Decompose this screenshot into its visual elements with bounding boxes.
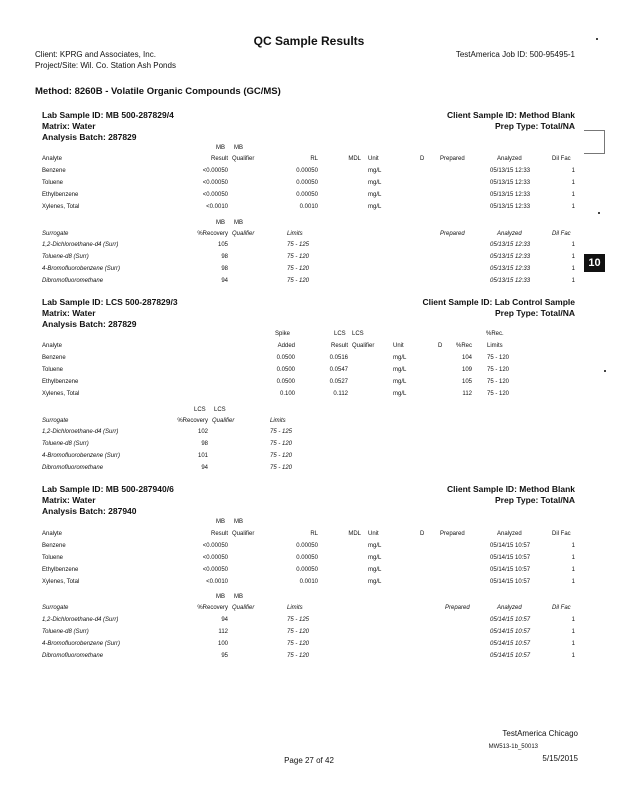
analyzed-value: 05/14/15 10:57 <box>490 579 531 585</box>
col-header: Dil Fac <box>552 531 571 537</box>
rl-value: 0.00050 <box>296 567 318 573</box>
col-header: Qualifier <box>232 231 255 237</box>
col-header: Surrogate <box>42 231 69 237</box>
surrogate-name: Toluene-d8 (Surr) <box>42 629 89 635</box>
recovery-value: 98 <box>201 441 208 447</box>
col-header: Limits <box>270 418 286 424</box>
dil-fac-value: 1 <box>571 254 575 260</box>
col-header: Limits <box>287 231 303 237</box>
analysis-batch: Analysis Batch: 287829 <box>42 319 137 329</box>
col-header: Surrogate <box>42 418 69 424</box>
dil-fac-value: 1 <box>571 617 575 623</box>
surrogate-name: 4-Bromofluorobenzene (Surr) <box>42 453 121 459</box>
surrogate-name: 1,2-Dichloroethane-d4 (Surr) <box>42 617 119 623</box>
col-header: Added <box>277 343 295 349</box>
analyzed-value: 05/13/15 12:33 <box>490 254 531 260</box>
dil-fac-value: 1 <box>571 242 575 248</box>
limits-value: 75 - 120 <box>487 355 510 361</box>
analyte-name: Ethylbenzene <box>42 192 79 198</box>
col-header: RL <box>310 531 318 537</box>
analyte-name: Benzene <box>42 543 66 549</box>
result-value: <0.00050 <box>202 543 228 549</box>
limits-value: 75 - 120 <box>287 266 310 272</box>
unit-value: mg/L <box>393 367 407 373</box>
col-header: Analyzed <box>497 231 522 237</box>
col-header: D <box>420 156 425 162</box>
unit-value: mg/L <box>368 204 382 210</box>
dil-fac-value: 1 <box>571 543 575 549</box>
analyzed-value: 05/14/15 10:57 <box>490 641 531 647</box>
col-header: %Recovery <box>197 605 228 611</box>
col-header: Analyte <box>42 343 63 349</box>
dil-fac-value: 1 <box>571 579 575 585</box>
col-header: D <box>420 531 425 537</box>
recovery-value: 94 <box>221 617 228 623</box>
dil-fac-value: 1 <box>571 180 575 186</box>
prep-type: Prep Type: Total/NA <box>495 495 575 505</box>
recovery-value: 100 <box>217 641 228 647</box>
recovery-value: 94 <box>221 278 228 284</box>
project-line: Project/Site: Wil. Co. Station Ash Ponds <box>35 61 176 70</box>
limits-value: 75 - 120 <box>487 391 510 397</box>
col-header: %Recovery <box>197 231 228 237</box>
analyte-name: Benzene <box>42 355 66 361</box>
recovery-value: 95 <box>221 653 228 659</box>
col-group-label: MB <box>234 519 243 525</box>
col-header: Dil Fac <box>552 156 571 162</box>
result-value: 0.0527 <box>329 379 348 385</box>
recovery-value: 102 <box>197 429 208 435</box>
col-header: Prepared <box>440 156 465 162</box>
scan-speck <box>598 212 600 214</box>
analyzed-value: 05/13/15 12:33 <box>490 266 531 272</box>
col-header: Prepared <box>440 531 465 537</box>
limits-value: 75 - 120 <box>287 653 310 659</box>
result-value: <0.00050 <box>202 180 228 186</box>
col-header: Result <box>330 343 348 349</box>
page-title: QC Sample Results <box>253 34 365 48</box>
col-group-label: LCS <box>334 331 346 337</box>
analyte-name: Toluene <box>42 180 64 186</box>
col-header: D <box>438 343 443 349</box>
col-group-label: MB <box>234 594 243 600</box>
section-tab: 10 <box>584 254 605 272</box>
col-header: Analyzed <box>497 156 522 162</box>
col-header: Analyte <box>42 156 63 162</box>
col-header: Limits <box>287 605 303 611</box>
limits-value: 75 - 120 <box>487 379 510 385</box>
col-header: Unit <box>368 156 379 162</box>
lab-sample-id: Lab Sample ID: MB 500-287829/4 <box>42 110 174 120</box>
recovery-value: 98 <box>221 254 228 260</box>
dil-fac-value: 1 <box>571 653 575 659</box>
limits-value: 75 - 120 <box>270 465 293 471</box>
surrogate-name: Toluene-d8 (Surr) <box>42 254 89 260</box>
footer-date: 5/15/2015 <box>542 754 578 763</box>
dil-fac-value: 1 <box>571 266 575 272</box>
surrogate-name: 4-Bromofluorobenzene (Surr) <box>42 641 121 647</box>
col-header: Unit <box>368 531 379 537</box>
analyzed-value: 05/13/15 12:33 <box>490 204 531 210</box>
spike-value: 0.0500 <box>276 379 295 385</box>
matrix: Matrix: Water <box>42 121 96 131</box>
col-group-label: Spike <box>275 331 291 337</box>
result-value: <0.00050 <box>202 555 228 561</box>
analyzed-value: 05/14/15 10:57 <box>490 653 531 659</box>
analyte-name: Xylenes, Total <box>42 391 80 397</box>
col-header: Prepared <box>440 231 465 237</box>
analyte-name: Ethylbenzene <box>42 567 79 573</box>
surrogate-name: Dibromofluoromethane <box>42 465 104 471</box>
analyzed-value: 05/14/15 10:57 <box>490 617 531 623</box>
col-header: %Rec <box>455 343 472 349</box>
col-group-label: %Rec. <box>486 331 504 337</box>
rl-value: 0.00050 <box>296 555 318 561</box>
result-value: <0.00050 <box>202 192 228 198</box>
dil-fac-value: 1 <box>571 567 575 573</box>
matrix: Matrix: Water <box>42 308 96 318</box>
analyzed-value: 05/14/15 10:57 <box>490 555 531 561</box>
col-group-label: MB <box>216 145 225 151</box>
unit-value: mg/L <box>393 391 407 397</box>
analyzed-value: 05/13/15 12:33 <box>490 242 531 248</box>
col-header: Qualifier <box>232 531 255 537</box>
col-header: Analyzed <box>497 531 522 537</box>
limits-value: 75 - 120 <box>487 367 510 373</box>
rec-value: 109 <box>461 367 472 373</box>
footer-company: TestAmerica Chicago <box>502 729 578 738</box>
unit-value: mg/L <box>368 180 382 186</box>
unit-value: mg/L <box>393 379 407 385</box>
rl-value: 0.0010 <box>299 579 318 585</box>
col-group-label: MB <box>216 594 225 600</box>
dil-fac-value: 1 <box>571 204 575 210</box>
col-header: Surrogate <box>42 605 69 611</box>
margin-bracket <box>584 130 605 154</box>
analyzed-value: 05/13/15 12:33 <box>490 180 531 186</box>
lab-sample-id: Lab Sample ID: MB 500-287940/6 <box>42 484 174 494</box>
col-header: Analyzed <box>497 605 522 611</box>
method-heading: Method: 8260B - Volatile Organic Compounds (GC/MS) <box>35 86 281 97</box>
limits-value: 75 - 120 <box>270 441 293 447</box>
job-id: TestAmerica Job ID: 500-95495-1 <box>455 50 575 59</box>
client-line: Client: KPRG and Associates, Inc. <box>35 50 156 59</box>
analyzed-value: 05/13/15 12:33 <box>490 192 531 198</box>
spike-value: 0.100 <box>279 391 295 397</box>
analyte-name: Xylenes, Total <box>42 579 80 585</box>
recovery-value: 112 <box>218 629 228 635</box>
analysis-batch: Analysis Batch: 287829 <box>42 132 137 142</box>
col-header: Qualifier <box>352 343 375 349</box>
spike-value: 0.0500 <box>276 367 295 373</box>
col-header: Qualifier <box>232 605 255 611</box>
client-sample-id: Client Sample ID: Lab Control Sample <box>422 297 575 307</box>
result-value: 0.0547 <box>329 367 348 373</box>
col-group-label: MB <box>216 519 225 525</box>
surrogate-name: 1,2-Dichloroethane-d4 (Surr) <box>42 242 119 248</box>
dil-fac-value: 1 <box>571 168 575 174</box>
page-number: Page 27 of 42 <box>284 756 334 765</box>
recovery-value: 94 <box>201 465 208 471</box>
unit-value: mg/L <box>393 355 407 361</box>
rl-value: 0.00050 <box>296 168 318 174</box>
client-sample-id: Client Sample ID: Method Blank <box>447 110 575 120</box>
surrogate-name: Toluene-d8 (Surr) <box>42 441 89 447</box>
client-sample-id: Client Sample ID: Method Blank <box>447 484 575 494</box>
result-value: <0.0010 <box>206 204 228 210</box>
dil-fac-value: 1 <box>571 629 575 635</box>
result-value: <0.0010 <box>206 579 228 585</box>
unit-value: mg/L <box>368 543 382 549</box>
dil-fac-value: 1 <box>571 555 575 561</box>
col-header: Analyte <box>42 531 63 537</box>
surrogate-name: 1,2-Dichloroethane-d4 (Surr) <box>42 429 119 435</box>
col-header: %Recovery <box>177 418 208 424</box>
unit-value: mg/L <box>368 567 382 573</box>
analyte-name: Toluene <box>42 367 64 373</box>
rl-value: 0.00050 <box>296 180 318 186</box>
limits-value: 75 - 120 <box>287 254 310 260</box>
col-header: Result <box>210 531 228 537</box>
rec-value: 112 <box>462 391 472 397</box>
col-header: Dil Fac <box>552 605 571 611</box>
col-header: Dil Fac <box>552 231 571 237</box>
matrix: Matrix: Water <box>42 495 96 505</box>
limits-value: 75 - 120 <box>287 278 310 284</box>
analyzed-value: 05/13/15 12:33 <box>490 278 531 284</box>
col-group-label: MB <box>234 220 243 226</box>
rec-value: 105 <box>461 379 472 385</box>
col-header: Qualifier <box>212 418 235 424</box>
result-value: <0.00050 <box>202 168 228 174</box>
recovery-value: 101 <box>197 453 208 459</box>
analyzed-value: 05/14/15 10:57 <box>490 567 531 573</box>
col-header: Qualifier <box>232 156 255 162</box>
col-group-label: LCS <box>214 407 226 413</box>
rec-value: 104 <box>461 355 472 361</box>
analyzed-value: 05/14/15 10:57 <box>490 543 531 549</box>
prep-type: Prep Type: Total/NA <box>495 121 575 131</box>
col-group-label: LCS <box>352 331 364 337</box>
rl-value: 0.00050 <box>296 543 318 549</box>
result-value: 0.0516 <box>329 355 348 361</box>
rl-value: 0.0010 <box>299 204 318 210</box>
lab-sample-id: Lab Sample ID: LCS 500-287829/3 <box>42 297 178 307</box>
prep-type: Prep Type: Total/NA <box>495 308 575 318</box>
dil-fac-value: 1 <box>571 278 575 284</box>
unit-value: mg/L <box>368 579 382 585</box>
dil-fac-value: 1 <box>571 641 575 647</box>
surrogate-name: 4-Bromofluorobenzene (Surr) <box>42 266 121 272</box>
col-group-label: MB <box>234 145 243 151</box>
col-header: Limits <box>487 343 503 349</box>
surrogate-name: Dibromofluoromethane <box>42 278 104 284</box>
limits-value: 75 - 120 <box>287 641 310 647</box>
limits-value: 75 - 125 <box>287 617 310 623</box>
footer-doc-code: MW513-1b_50013 <box>488 744 538 750</box>
limits-value: 75 - 125 <box>287 242 310 248</box>
col-header: Result <box>210 156 228 162</box>
rl-value: 0.00050 <box>296 192 318 198</box>
analyte-name: Xylenes, Total <box>42 204 80 210</box>
analyzed-value: 05/14/15 10:57 <box>490 629 531 635</box>
result-value: 0.112 <box>333 391 348 397</box>
col-header: MDL <box>348 531 361 537</box>
col-group-label: MB <box>216 220 225 226</box>
analyzed-value: 05/13/15 12:33 <box>490 168 531 174</box>
dil-fac-value: 1 <box>571 192 575 198</box>
analyte-name: Ethylbenzene <box>42 379 79 385</box>
limits-value: 75 - 120 <box>270 453 293 459</box>
limits-value: 75 - 125 <box>270 429 293 435</box>
unit-value: mg/L <box>368 168 382 174</box>
scan-speck <box>604 370 606 372</box>
col-header: RL <box>310 156 318 162</box>
analyte-name: Toluene <box>42 555 64 561</box>
recovery-value: 98 <box>221 266 228 272</box>
analyte-name: Benzene <box>42 168 66 174</box>
col-header: Unit <box>393 343 404 349</box>
unit-value: mg/L <box>368 555 382 561</box>
col-header: Prepared <box>445 605 470 611</box>
col-group-label: LCS <box>194 407 206 413</box>
recovery-value: 105 <box>217 242 228 248</box>
limits-value: 75 - 120 <box>287 629 310 635</box>
analysis-batch: Analysis Batch: 287940 <box>42 506 137 516</box>
unit-value: mg/L <box>368 192 382 198</box>
col-header: MDL <box>348 156 361 162</box>
result-value: <0.00050 <box>202 567 228 573</box>
surrogate-name: Dibromofluoromethane <box>42 653 104 659</box>
spike-value: 0.0500 <box>276 355 295 361</box>
